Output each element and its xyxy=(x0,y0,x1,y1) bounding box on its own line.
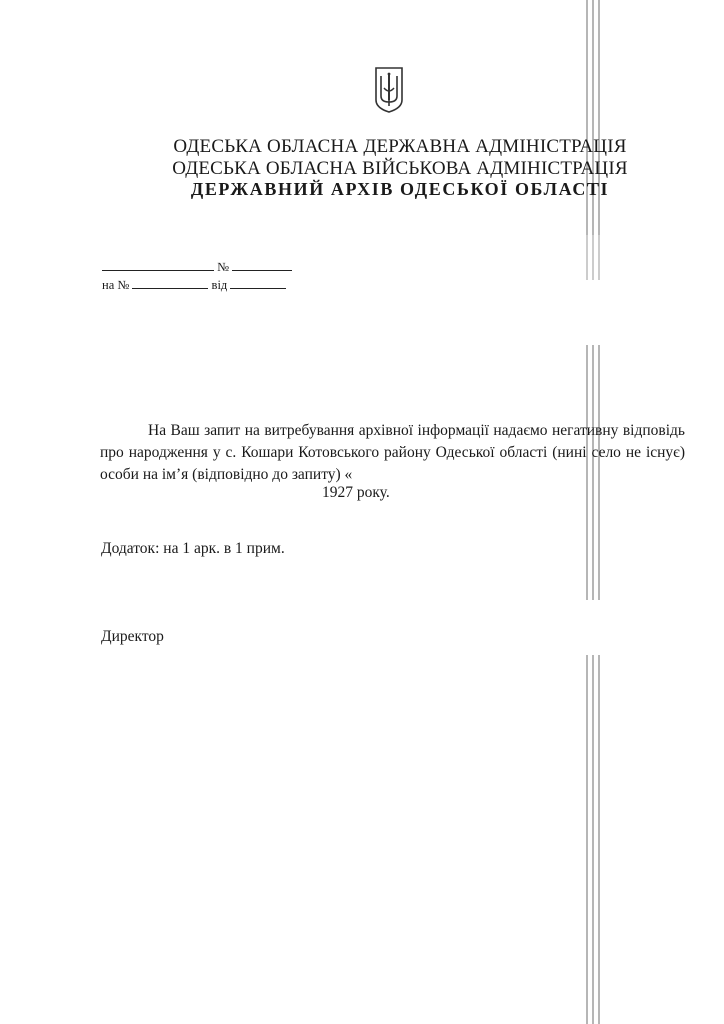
header-state-archive: ДЕРЖАВНИЙ АРХІВ ОДЕСЬКОЇ ОБЛАСТІ xyxy=(190,179,610,199)
body-year-line: 1927 року. xyxy=(322,484,390,501)
outgoing-number-line xyxy=(102,258,292,275)
reply-to-date-blank xyxy=(230,276,286,289)
outgoing-date-blank xyxy=(102,258,214,271)
header-regional-state-administration: ОДЕСЬКА ОБЛАСНА ДЕРЖАВНА АДМІНІСТРАЦІЯ xyxy=(173,136,627,157)
letter-body xyxy=(100,420,685,486)
outgoing-number-blank xyxy=(232,258,292,271)
signature-title: Директор xyxy=(101,628,164,645)
appendix-note: Додаток: на 1 арк. в 1 прим. xyxy=(101,540,285,557)
reply-to-number-blank xyxy=(132,276,208,289)
date-label: від xyxy=(211,278,228,292)
header-regional-military-administration: ОДЕСЬКА ОБЛАСНА ВІЙСЬКОВА АДМІНІСТРАЦІЯ xyxy=(172,158,628,179)
number-label: № xyxy=(217,260,230,274)
reply-to-label: на № xyxy=(102,278,130,292)
trident-coat-of-arms-icon xyxy=(374,66,404,114)
reply-to-line xyxy=(102,276,286,293)
body-paragraph: На Ваш запит на витребування архівної інформації надаємо негативну відповідь про народження у с. Кошари Котовського району Одеської області (нині село не існує) особи на ім’я (відповідно до запиту) « xyxy=(100,422,685,483)
